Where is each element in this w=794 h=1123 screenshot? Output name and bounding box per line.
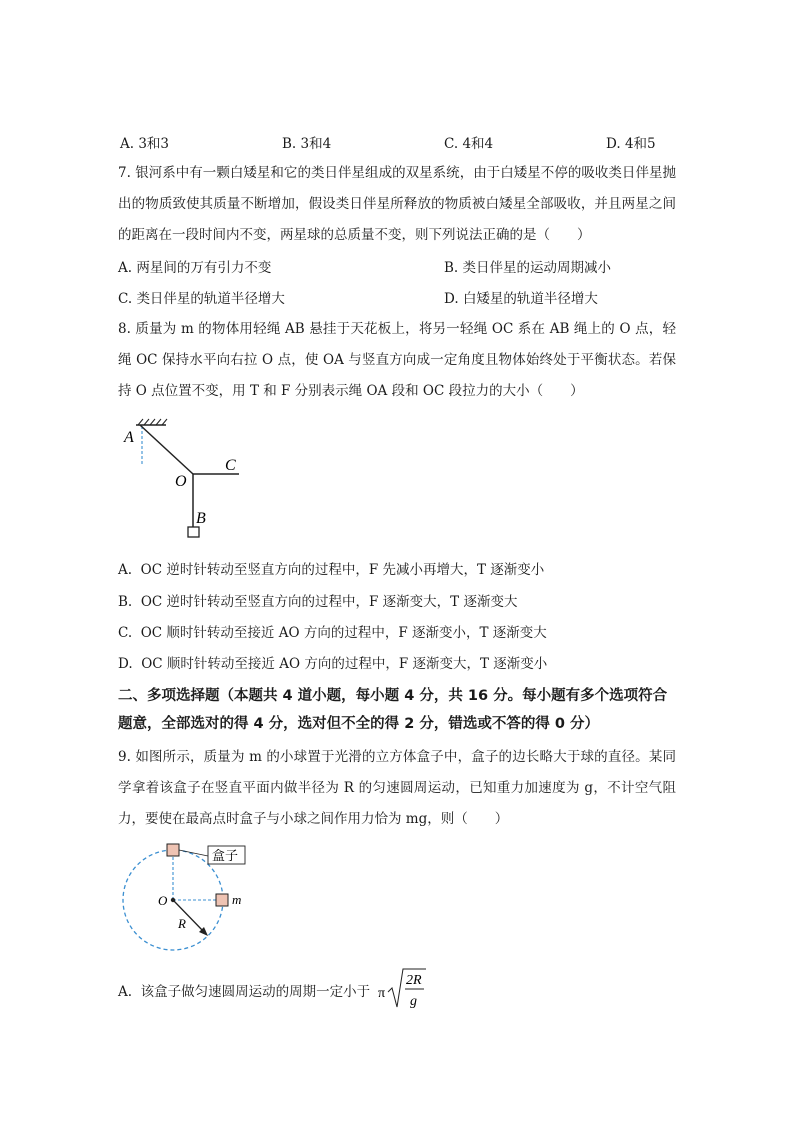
box-top [167,844,179,856]
q9-option-a: A. 该盒子做匀速圆周运动的周期一定小于 [118,984,371,1000]
q8-rope-diagram [118,418,258,543]
box-side [216,894,228,906]
q7-option-b: B. 类日伴星的运动周期减小 [444,260,612,276]
center-point [171,898,175,902]
label-r: R [178,916,186,931]
q8-option-a: A. OC 逆时针转动至竖直方向的过程中，F 先减小再增大，T 逐渐变小 [118,562,545,578]
q7-option-a: A. 两星间的万有引力不变 [118,260,272,276]
q7-option-d: D. 白矮星的轨道半径增大 [444,291,598,307]
ceiling-hatch [138,419,167,425]
q7-stem: 7. 银河系中有一颗白矮星和它的类日伴星组成的双星系统，由于白矮星不停的吸收类日伴星抛出的物质致使其质量不断增加，假设类日伴星所释放的物质被白矮星全部吸收，并且两星之间的距离在一段时间内不变，两星球的总质量不变，则下列说法正确的是（ ） [118,165,676,243]
label-m: m [232,892,242,907]
rope-oa [140,425,193,474]
q8-stem: 8. 质量为 m 的物体用轻绳 AB 悬挂于天花板上，将另一轻绳 OC 系在 AB 绳上的 O 点，轻绳 OC 保持水平向右拉 O 点，使 OA 与竖直方向成一定角度且物体始终处于平衡状态。若保持 O 点位置不变，用 T 和 F 分别表示绳 OA 段和 OC 段拉力的大小（ ） [118,321,676,399]
q6-option-c: C. 4和4 [444,136,494,152]
label-a: A [124,429,134,446]
q6-option-b: B. 3和4 [282,136,332,152]
formula-pi-sqrt-2r-over-g [378,966,430,1012]
label-c: C [225,457,236,474]
formula-denominator: g [410,994,417,1009]
q8-option-b: B. OC 逆时针转动至竖直方向的过程中，F 逐渐变大，T 逐渐变大 [118,594,518,610]
q7-option-c: C. 类日伴星的轨道半径增大 [118,291,285,307]
label-o: O [158,893,168,908]
q9-box-circle-diagram [118,836,268,961]
box-label: 盒子 [212,849,239,864]
formula-numerator: 2R [406,973,422,988]
q8-option-c: C. OC 顺时针转动至接近 AO 方向的过程中，F 逐渐变小，T 逐渐变大 [118,625,547,641]
label-o: O [175,473,187,490]
q8-option-d: D. OC 顺时针转动至接近 AO 方向的过程中，F 逐渐变大，T 逐渐变小 [118,656,548,672]
q9-stem: 9. 如图所示，质量为 m 的小球置于光滑的立方体盒子中，盒子的边长略大于球的直径。某同学拿着该盒子在竖直平面内做半径为 R 的匀速圆周运动，已知重力加速度为 g，不计空气阻力，要使在最高点时盒子与小球之间作用力恰为 mg，则（ ） [118,749,676,827]
formula-pi: π [378,986,386,1001]
hanging-mass [188,527,199,537]
box-label-leader [179,850,208,856]
q6-option-d: D. 4和5 [606,136,656,152]
q6-option-a: A. 3和3 [120,136,170,152]
section-2-title: 二、多项选择题（本题共 4 道小题，每小题 4 分，共 16 分。每小题有多个选项符合题意，全部选对的得 4 分，选对但不全的得 2 分，错选或不答的得 0 分） [118,688,668,732]
label-b: B [196,510,206,527]
